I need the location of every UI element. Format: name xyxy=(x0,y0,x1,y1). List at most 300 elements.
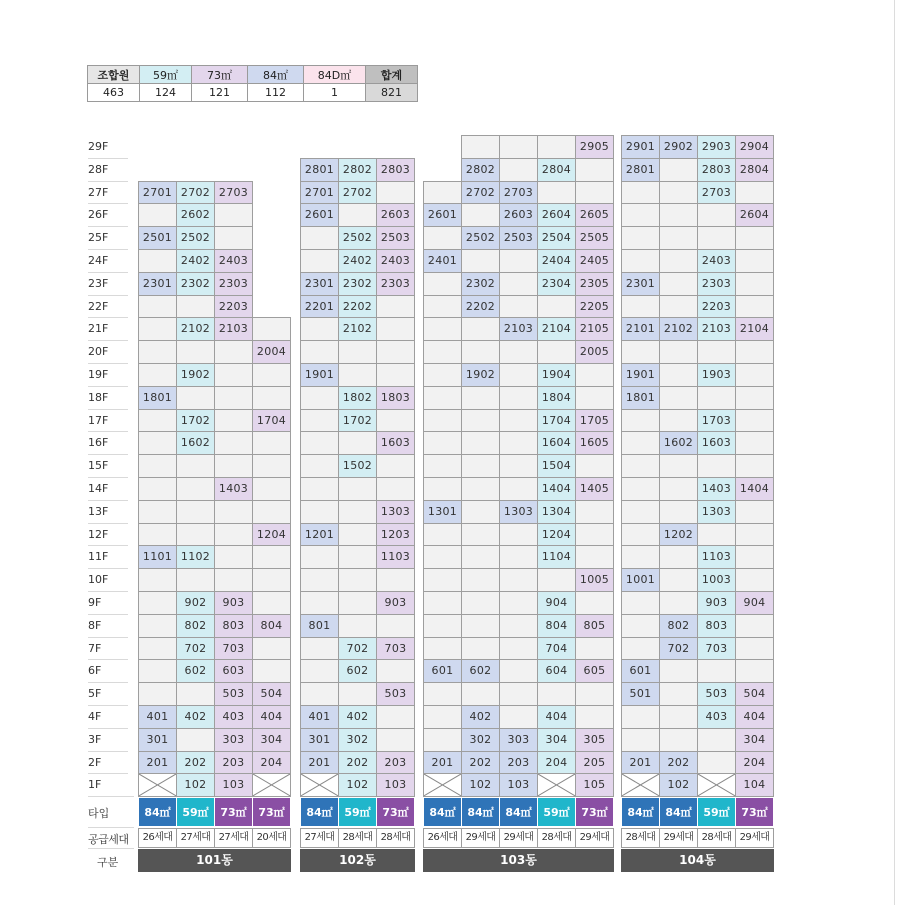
unit-cell: 2901 xyxy=(621,135,660,159)
unit-cell: 201 xyxy=(621,751,660,775)
unit-cell: 105 xyxy=(575,773,614,797)
unit-cell-empty xyxy=(697,203,736,227)
unit-cell: 702 xyxy=(176,637,215,661)
unit-cell-empty xyxy=(499,135,538,159)
unit-cell-empty xyxy=(138,431,177,455)
unit-cell: 903 xyxy=(376,591,415,615)
unit-cell: 2301 xyxy=(138,272,177,296)
unit-cell: 2304 xyxy=(537,272,576,296)
floor-label: 2F xyxy=(88,755,102,769)
unit-cell-empty xyxy=(176,728,215,752)
unit-cell-empty xyxy=(376,409,415,433)
division-row-label: 구분 xyxy=(97,856,119,870)
unit-cell-empty xyxy=(376,728,415,752)
unit-cell-empty xyxy=(138,477,177,501)
unit-cell: 1303 xyxy=(376,500,415,524)
unit-cell: 2005 xyxy=(575,340,614,364)
unit-cell: 2603 xyxy=(499,203,538,227)
unit-cell-empty xyxy=(423,181,462,205)
unit-cell-empty xyxy=(300,340,339,364)
unit-cell: 1301 xyxy=(423,500,462,524)
unit-cell: 1404 xyxy=(735,477,774,501)
unit-cell-empty xyxy=(575,637,614,661)
cross-icon xyxy=(698,774,735,796)
unit-cell-none xyxy=(537,773,576,797)
unit-cell: 2505 xyxy=(575,226,614,250)
unit-cell: 2504 xyxy=(537,226,576,250)
unit-cell-empty xyxy=(735,386,774,410)
cross-icon xyxy=(622,774,659,796)
unit-cell-empty xyxy=(621,203,660,227)
unit-cell-empty xyxy=(252,545,291,569)
unit-cell: 1103 xyxy=(376,545,415,569)
unit-cell: 903 xyxy=(214,591,253,615)
unit-cell-empty xyxy=(499,272,538,296)
unit-cell: 102 xyxy=(461,773,500,797)
unit-cell-empty xyxy=(338,431,377,455)
unit-cell-empty xyxy=(176,500,215,524)
type-cell: 84㎡ xyxy=(461,797,500,827)
unit-cell-empty xyxy=(621,249,660,273)
unit-cell: 104 xyxy=(735,773,774,797)
unit-cell: 2502 xyxy=(176,226,215,250)
floor-label: 3F xyxy=(88,732,102,746)
type-cell: 59㎡ xyxy=(176,797,215,827)
unit-cell-empty xyxy=(252,317,291,341)
unit-cell-empty xyxy=(376,477,415,501)
type-cell: 73㎡ xyxy=(376,797,415,827)
unit-cell-empty xyxy=(214,363,253,387)
unit-cell-empty xyxy=(575,181,614,205)
unit-cell-empty xyxy=(621,637,660,661)
summary-value-73: 121 xyxy=(192,84,248,102)
floor-label: 27F xyxy=(88,185,109,199)
unit-cell-empty xyxy=(461,431,500,455)
unit-cell-empty xyxy=(461,614,500,638)
unit-cell-none xyxy=(697,773,736,797)
unit-cell-empty xyxy=(300,659,339,683)
unit-cell: 903 xyxy=(697,591,736,615)
unit-cell-empty xyxy=(214,545,253,569)
unit-cell: 802 xyxy=(659,614,698,638)
unit-cell: 2403 xyxy=(214,249,253,273)
unit-cell: 601 xyxy=(423,659,462,683)
unit-cell-empty xyxy=(659,545,698,569)
unit-cell-empty xyxy=(659,226,698,250)
unit-cell-empty xyxy=(621,591,660,615)
supply-cell: 28세대 xyxy=(697,828,736,848)
unit-cell-empty xyxy=(659,659,698,683)
unit-cell: 2503 xyxy=(499,226,538,250)
unit-cell-empty xyxy=(423,637,462,661)
unit-cell-empty xyxy=(621,431,660,455)
unit-cell: 204 xyxy=(537,751,576,775)
floor-label: 24F xyxy=(88,254,109,267)
unit-cell: 1602 xyxy=(659,431,698,455)
unit-cell: 702 xyxy=(659,637,698,661)
supply-cell: 29세대 xyxy=(499,828,538,848)
unit-cell: 2302 xyxy=(338,272,377,296)
cross-icon xyxy=(139,774,176,796)
unit-cell-empty xyxy=(659,500,698,524)
unit-cell-empty xyxy=(252,431,291,455)
unit-cell: 2301 xyxy=(300,272,339,296)
unit-cell-empty xyxy=(252,637,291,661)
type-cell: 84㎡ xyxy=(499,797,538,827)
unit-cell-empty xyxy=(499,523,538,547)
unit-cell-empty xyxy=(138,682,177,706)
unit-cell: 2302 xyxy=(461,272,500,296)
unit-cell: 602 xyxy=(461,659,500,683)
unit-cell-empty xyxy=(537,682,576,706)
unit-cell-empty xyxy=(461,203,500,227)
unit-cell: 2102 xyxy=(338,317,377,341)
unit-cell-empty xyxy=(423,568,462,592)
unit-cell: 2405 xyxy=(575,249,614,273)
summary-header-members: 조합원 xyxy=(88,66,140,84)
type-cell: 73㎡ xyxy=(252,797,291,827)
unit-cell-empty xyxy=(621,181,660,205)
unit-cell-empty xyxy=(461,409,500,433)
unit-cell: 1803 xyxy=(376,386,415,410)
unit-cell: 1405 xyxy=(575,477,614,501)
unit-cell: 2702 xyxy=(338,181,377,205)
unit-cell-empty xyxy=(461,317,500,341)
unit-cell: 1902 xyxy=(176,363,215,387)
unit-cell-empty xyxy=(300,386,339,410)
unit-cell-empty xyxy=(461,454,500,478)
floor-label: 5F xyxy=(88,687,102,701)
unit-cell: 2701 xyxy=(300,181,339,205)
unit-cell: 304 xyxy=(537,728,576,752)
building-label: 101동 xyxy=(138,849,291,872)
unit-cell: 2202 xyxy=(338,295,377,319)
unit-cell-empty xyxy=(537,340,576,364)
unit-cell-empty xyxy=(659,249,698,273)
row-separator xyxy=(88,477,128,478)
unit-cell-empty xyxy=(252,363,291,387)
unit-cell: 2804 xyxy=(735,158,774,182)
floor-label: 4F xyxy=(88,710,102,723)
supply-cell: 20세대 xyxy=(252,828,291,848)
unit-cell: 2103 xyxy=(697,317,736,341)
unit-cell-none xyxy=(252,773,291,797)
unit-cell: 904 xyxy=(735,591,774,615)
unit-cell-empty xyxy=(735,363,774,387)
unit-cell: 702 xyxy=(338,637,377,661)
unit-cell: 2103 xyxy=(499,317,538,341)
unit-cell-empty xyxy=(423,409,462,433)
unit-cell-empty xyxy=(499,568,538,592)
unit-cell: 604 xyxy=(537,659,576,683)
unit-cell: 201 xyxy=(138,751,177,775)
row-separator xyxy=(88,226,128,227)
unit-cell: 1204 xyxy=(537,523,576,547)
unit-cell-empty xyxy=(461,500,500,524)
unit-cell-empty xyxy=(659,203,698,227)
unit-cell-empty xyxy=(621,477,660,501)
unit-cell: 2501 xyxy=(138,226,177,250)
unit-cell-empty xyxy=(659,272,698,296)
unit-cell-empty xyxy=(575,500,614,524)
unit-cell: 2703 xyxy=(499,181,538,205)
unit-cell-empty xyxy=(697,226,736,250)
unit-cell-empty xyxy=(621,545,660,569)
unit-cell: 2701 xyxy=(138,181,177,205)
supply-cell: 28세대 xyxy=(376,828,415,848)
floor-label: 21F xyxy=(88,322,109,336)
unit-cell: 1902 xyxy=(461,363,500,387)
row-separator xyxy=(88,614,128,615)
unit-cell-empty xyxy=(659,591,698,615)
floor-label: 26F xyxy=(88,208,109,222)
unit-cell-empty xyxy=(138,340,177,364)
unit-cell: 103 xyxy=(499,773,538,797)
unit-cell: 1901 xyxy=(300,363,339,387)
cross-icon xyxy=(424,774,461,796)
unit-cell-empty xyxy=(461,386,500,410)
unit-cell: 103 xyxy=(214,773,253,797)
type-cell: 59㎡ xyxy=(537,797,576,827)
row-separator xyxy=(88,848,134,849)
unit-cell: 1005 xyxy=(575,568,614,592)
unit-cell: 2101 xyxy=(621,317,660,341)
unit-cell-empty xyxy=(252,454,291,478)
row-separator xyxy=(88,203,128,204)
unit-cell-empty xyxy=(338,500,377,524)
unit-cell: 1704 xyxy=(537,409,576,433)
unit-cell: 1603 xyxy=(697,431,736,455)
unit-cell: 102 xyxy=(176,773,215,797)
summary-header-73: 73㎡ xyxy=(192,66,248,84)
unit-cell-empty xyxy=(537,295,576,319)
unit-cell: 2802 xyxy=(461,158,500,182)
unit-cell: 1502 xyxy=(338,454,377,478)
type-cell: 59㎡ xyxy=(338,797,377,827)
unit-cell-empty xyxy=(621,409,660,433)
unit-cell-empty xyxy=(338,523,377,547)
unit-cell-empty xyxy=(214,226,253,250)
unit-cell: 2401 xyxy=(423,249,462,273)
unit-cell: 801 xyxy=(300,614,339,638)
unit-cell-empty xyxy=(499,249,538,273)
unit-cell: 201 xyxy=(300,751,339,775)
unit-cell: 703 xyxy=(214,637,253,661)
unit-cell-empty xyxy=(176,523,215,547)
unit-cell: 304 xyxy=(735,728,774,752)
unit-cell-empty xyxy=(138,637,177,661)
unit-cell-empty xyxy=(499,545,538,569)
unit-cell: 803 xyxy=(697,614,736,638)
unit-cell-empty xyxy=(659,682,698,706)
supply-cell: 29세대 xyxy=(575,828,614,848)
unit-cell-empty xyxy=(423,545,462,569)
unit-cell: 804 xyxy=(252,614,291,638)
unit-cell: 1702 xyxy=(338,409,377,433)
unit-cell-empty xyxy=(735,295,774,319)
floor-label: 18F xyxy=(88,390,109,404)
unit-cell-empty xyxy=(735,568,774,592)
unit-cell: 1001 xyxy=(621,568,660,592)
unit-cell: 2703 xyxy=(214,181,253,205)
unit-cell: 205 xyxy=(575,751,614,775)
unit-cell-empty xyxy=(621,340,660,364)
unit-cell: 1304 xyxy=(537,500,576,524)
cross-icon xyxy=(301,774,338,796)
unit-cell: 2803 xyxy=(376,158,415,182)
unit-cell-none xyxy=(423,773,462,797)
floor-label: 23F xyxy=(88,276,109,290)
unit-cell: 202 xyxy=(461,751,500,775)
unit-cell: 2105 xyxy=(575,317,614,341)
unit-cell: 2803 xyxy=(697,158,736,182)
unit-cell-empty xyxy=(338,591,377,615)
unit-cell-empty xyxy=(575,158,614,182)
unit-cell: 1104 xyxy=(537,545,576,569)
floor-label: 17F xyxy=(88,413,109,427)
unit-cell-empty xyxy=(300,637,339,661)
unit-cell-empty xyxy=(214,340,253,364)
unit-cell-empty xyxy=(499,659,538,683)
unit-cell-empty xyxy=(697,454,736,478)
unit-cell-empty xyxy=(252,568,291,592)
type-cell: 73㎡ xyxy=(575,797,614,827)
unit-cell-empty xyxy=(735,614,774,638)
unit-cell-empty xyxy=(376,317,415,341)
unit-cell-empty xyxy=(376,454,415,478)
unit-cell-empty xyxy=(423,477,462,501)
row-separator xyxy=(88,431,128,432)
unit-cell-empty xyxy=(138,614,177,638)
unit-cell: 2801 xyxy=(621,158,660,182)
unit-cell: 904 xyxy=(537,591,576,615)
unit-cell-empty xyxy=(659,340,698,364)
unit-cell: 703 xyxy=(697,637,736,661)
unit-cell-empty xyxy=(659,705,698,729)
supply-row-label: 공급세대 xyxy=(88,833,129,847)
unit-cell: 203 xyxy=(376,751,415,775)
unit-cell-empty xyxy=(300,454,339,478)
unit-cell-empty xyxy=(376,295,415,319)
summary-header-84: 84㎡ xyxy=(248,66,304,84)
unit-cell: 402 xyxy=(338,705,377,729)
row-separator xyxy=(88,272,128,273)
unit-cell: 1904 xyxy=(537,363,576,387)
unit-cell: 402 xyxy=(461,705,500,729)
unit-cell-empty xyxy=(138,500,177,524)
unit-cell: 2303 xyxy=(697,272,736,296)
unit-cell-empty xyxy=(176,568,215,592)
summary-header-total: 합계 xyxy=(366,66,418,84)
cross-icon xyxy=(538,774,575,796)
type-cell: 84㎡ xyxy=(300,797,339,827)
unit-cell-empty xyxy=(575,591,614,615)
supply-cell: 26세대 xyxy=(138,828,177,848)
unit-cell-empty xyxy=(300,317,339,341)
unit-cell-empty xyxy=(176,477,215,501)
floor-label: 10F xyxy=(88,573,109,587)
unit-cell-empty xyxy=(621,295,660,319)
unit-cell-empty xyxy=(376,614,415,638)
unit-cell: 204 xyxy=(735,751,774,775)
unit-cell-empty xyxy=(499,591,538,615)
building-label: 104동 xyxy=(621,849,774,872)
unit-cell-empty xyxy=(376,340,415,364)
row-separator xyxy=(88,317,128,318)
floor-label: 28F xyxy=(88,162,109,176)
unit-cell: 202 xyxy=(338,751,377,775)
unit-cell-empty xyxy=(735,523,774,547)
unit-cell-empty xyxy=(697,340,736,364)
unit-cell-empty xyxy=(176,295,215,319)
unit-cell: 1801 xyxy=(621,386,660,410)
unit-cell: 2502 xyxy=(461,226,500,250)
unit-cell: 2601 xyxy=(300,203,339,227)
unit-cell: 102 xyxy=(338,773,377,797)
unit-cell: 2905 xyxy=(575,135,614,159)
unit-cell-empty xyxy=(423,340,462,364)
unit-cell-empty xyxy=(461,682,500,706)
unit-cell-empty xyxy=(499,340,538,364)
unit-cell: 2804 xyxy=(537,158,576,182)
unit-cell-empty xyxy=(423,363,462,387)
row-separator xyxy=(88,454,128,455)
unit-cell: 2802 xyxy=(338,158,377,182)
unit-cell-empty xyxy=(697,751,736,775)
unit-cell: 1203 xyxy=(376,523,415,547)
supply-cell: 28세대 xyxy=(621,828,660,848)
unit-cell-empty xyxy=(214,523,253,547)
unit-cell: 301 xyxy=(300,728,339,752)
unit-cell-empty xyxy=(300,682,339,706)
summary-value-total: 821 xyxy=(366,84,418,102)
unit-cell: 2103 xyxy=(214,317,253,341)
unit-cell: 2603 xyxy=(376,203,415,227)
unit-cell: 2203 xyxy=(697,295,736,319)
unit-cell-empty xyxy=(176,454,215,478)
row-separator xyxy=(88,659,128,660)
unit-cell-empty xyxy=(214,431,253,455)
unit-cell-empty xyxy=(138,568,177,592)
unit-cell-empty xyxy=(499,295,538,319)
row-separator xyxy=(88,545,128,546)
unit-cell: 605 xyxy=(575,659,614,683)
row-separator xyxy=(88,705,128,706)
row-separator xyxy=(88,637,128,638)
unit-cell-empty xyxy=(461,135,500,159)
row-separator xyxy=(88,158,128,159)
row-separator xyxy=(88,751,128,752)
unit-cell-empty xyxy=(461,477,500,501)
unit-cell-empty xyxy=(338,363,377,387)
unit-cell-empty xyxy=(423,386,462,410)
unit-cell: 603 xyxy=(214,659,253,683)
floor-label: 12F xyxy=(88,527,109,541)
unit-cell: 1403 xyxy=(697,477,736,501)
unit-cell: 2203 xyxy=(214,295,253,319)
unit-cell: 2302 xyxy=(176,272,215,296)
summary-header-59: 59㎡ xyxy=(140,66,192,84)
supply-cell: 27세대 xyxy=(214,828,253,848)
unit-cell-empty xyxy=(138,454,177,478)
unit-cell-empty xyxy=(338,340,377,364)
type-cell: 73㎡ xyxy=(214,797,253,827)
unit-cell: 1201 xyxy=(300,523,339,547)
unit-cell-empty xyxy=(697,386,736,410)
unit-cell: 504 xyxy=(252,682,291,706)
unit-cell-empty xyxy=(300,249,339,273)
unit-cell: 302 xyxy=(461,728,500,752)
